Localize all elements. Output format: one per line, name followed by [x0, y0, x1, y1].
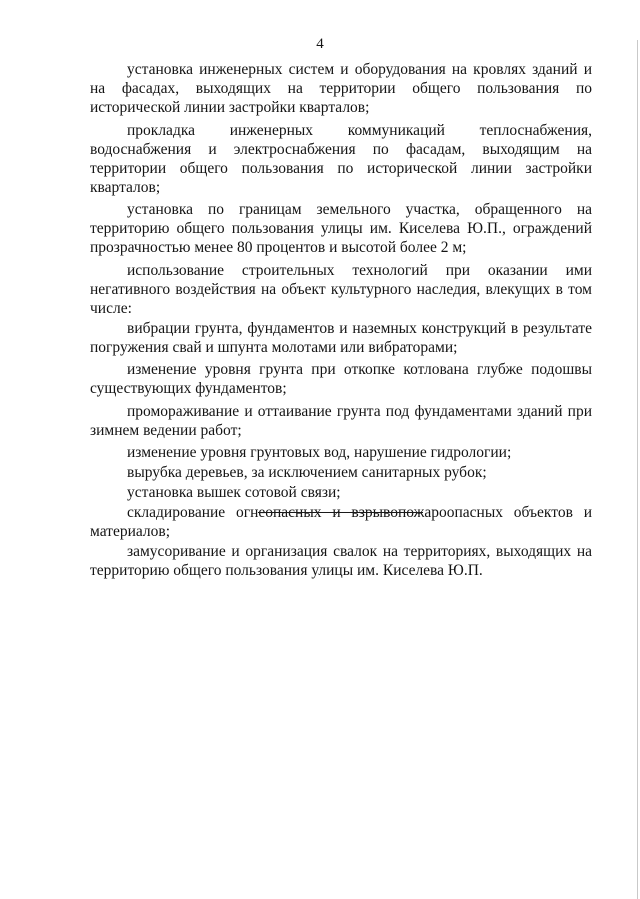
- paragraph-tree-felling: вырубка деревьев, за исключением санитарных рубок;: [127, 464, 487, 481]
- paragraph-vibration: вибрации грунта, фундаментов и наземных конструкций в результате погружения свай и шпунта молотами или вибраторами;: [90, 319, 592, 356]
- paragraph-utility-lines: прокладка инженерных коммуникаций теплоснабжения, водоснабжения и электроснабжения по фасадам, выходящим на территории общего пользования по исторической линии застройки кварталов;: [90, 121, 592, 196]
- closing-divider-line: [258, 512, 423, 513]
- page-number: 4: [316, 36, 324, 52]
- paragraph-cell-towers: установка вышек сотовой связи;: [127, 484, 341, 501]
- paragraph-roof-systems: установка инженерных систем и оборудования на кровлях зданий и на фасадах, выходящих на территории общего пользования по исторической линии застройки кварталов;: [90, 61, 592, 116]
- paragraph-freezing: промораживание и оттаивание грунта под фундаментами зданий при зимнем ведении работ;: [90, 402, 592, 439]
- paragraph-groundwater: изменение уровня грунтовых вод, нарушение гидрологии;: [127, 444, 512, 461]
- scan-edge-line: [637, 40, 638, 899]
- paragraph-fencing: установка по границам земельного участка, обращенного на территорию общего пользования улицы им. Киселева Ю.П., ограждений прозрачностью менее 80 процентов и высотой более 2 м;: [90, 201, 592, 256]
- paragraph-hazardous-storage: складирование огнеопасных и взрывопожароопасных объектов и материалов;: [90, 504, 592, 540]
- paragraph-ground-level: изменение уровня грунта при откопке котлована глубже подошвы существующих фундаментов;: [90, 361, 592, 397]
- paragraph-littering: замусоривание и организация свалок на территориях, выходящих на территорию общего пользования улицы им. Киселева Ю.П.: [90, 543, 592, 579]
- document-body: [90, 60, 592, 584]
- paragraph-construction-tech: использование строительных технологий при оказании ими негативного воздействия на объект культурного наследия, влекущих в том числе:: [90, 261, 592, 317]
